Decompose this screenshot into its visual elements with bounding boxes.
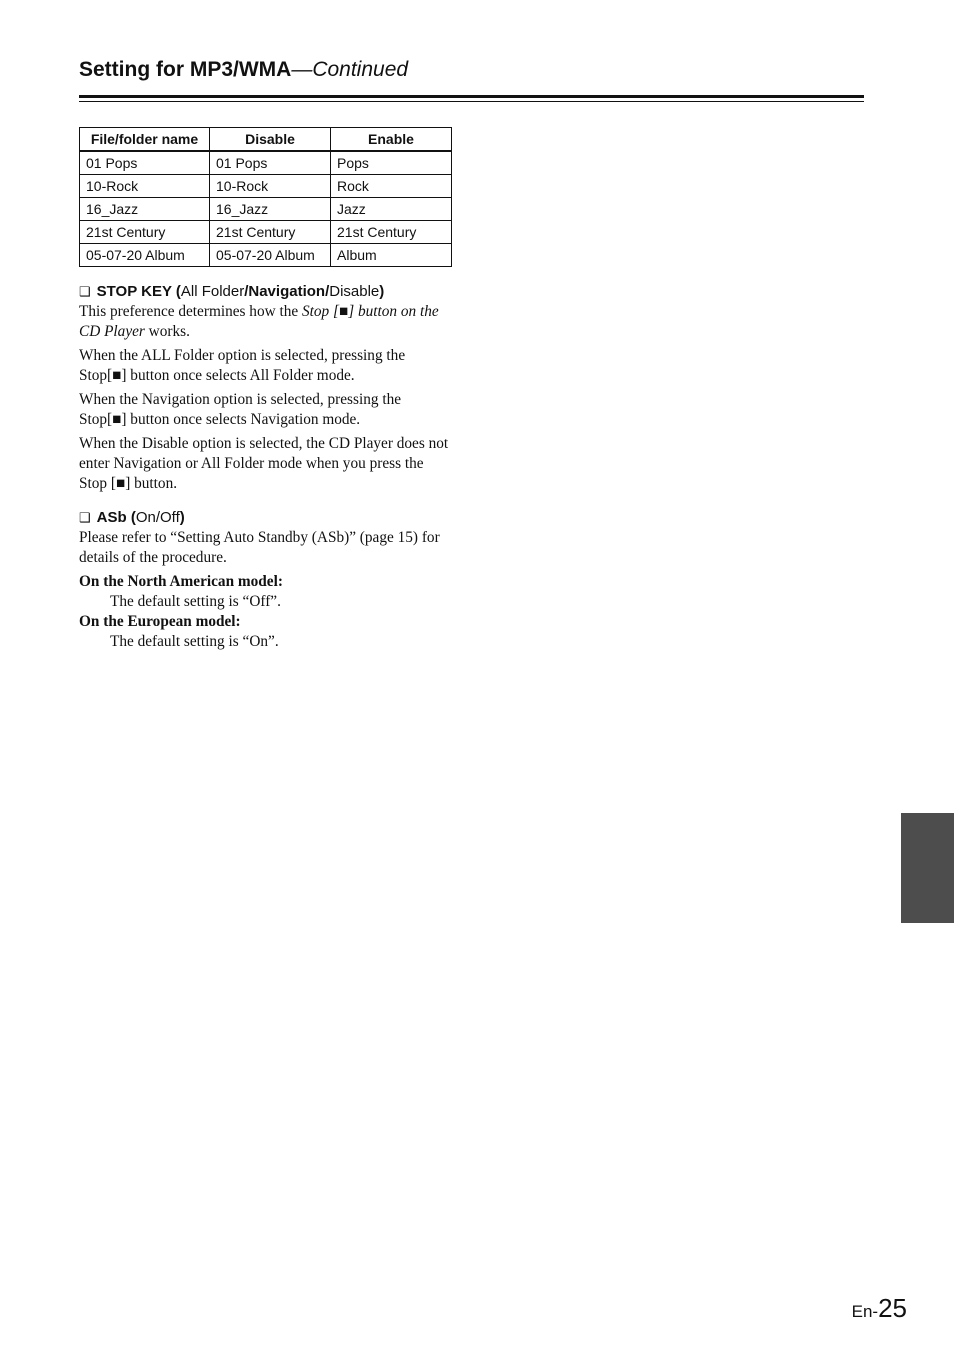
- heading-close: ): [179, 509, 185, 526]
- asb-paragraph: Please refer to “Setting Auto Standby (ASb)” (page 15) for details of the procedure.: [79, 529, 440, 566]
- table-cell: 21st Century: [331, 221, 452, 244]
- table-cell: Jazz: [331, 198, 452, 221]
- page-number: [852, 1293, 907, 1324]
- north-american-label: On the North American model:: [79, 573, 283, 590]
- stop-key-disable-paragraph: When the Disable option is selected, the CD Player does not enter Navigation or All Folder mode when you press the Stop [■] button.: [79, 435, 449, 492]
- page-number-value: 25: [878, 1293, 907, 1323]
- page-number-prefix: En-: [851, 1302, 879, 1321]
- heading-close: ): [379, 283, 385, 300]
- table-row: [80, 198, 452, 221]
- stop-key-navigation-paragraph: When the Navigation option is selected, pressing the Stop[■] button once selects Navigation mode.: [79, 391, 402, 428]
- title-main: Setting for MP3/WMA: [79, 58, 292, 81]
- checkbox-bullet-icon: ❑: [79, 510, 91, 525]
- side-tab: [901, 813, 954, 923]
- table-cell: 21st Century: [80, 221, 210, 244]
- table-cell: 05-07-20 Album: [80, 244, 210, 267]
- table-row: [80, 244, 452, 267]
- table-row: [80, 151, 452, 175]
- column-header: Enable: [331, 128, 452, 152]
- table-cell: Rock: [331, 175, 452, 198]
- intro-end: works.: [144, 323, 190, 340]
- intro-italic: Stop [■] button on the CD Player: [79, 303, 439, 340]
- table-cell: 10-Rock: [80, 175, 210, 198]
- table-cell: Pops: [331, 151, 452, 175]
- intro-text: This preference determines how the: [79, 303, 302, 320]
- table-header-row: [80, 128, 452, 152]
- asb-heading: [79, 508, 451, 528]
- heading-label: ASb (: [96, 509, 136, 526]
- stop-key-heading: [79, 282, 451, 302]
- european-label: On the European model:: [79, 613, 241, 630]
- table-row: [80, 221, 452, 244]
- filename-table: [79, 127, 452, 267]
- table-cell: 05-07-20 Album: [210, 244, 331, 267]
- table-cell: 21st Century: [210, 221, 331, 244]
- page-header: [79, 55, 864, 98]
- option-all-folder: All Folder: [180, 283, 245, 300]
- table-cell: 16_Jazz: [80, 198, 210, 221]
- option-on-off: On/Off: [135, 509, 180, 526]
- heading-label: STOP KEY (: [96, 283, 181, 300]
- table-cell: 01 Pops: [80, 151, 210, 175]
- option-disable: Disable: [329, 283, 380, 300]
- european-value: The default setting is “On”.: [110, 633, 279, 650]
- column-header: File/folder name: [80, 128, 210, 152]
- stop-key-all-folder-paragraph: When the ALL Folder option is selected, pressing the Stop[■] button once selects All Folder mode.: [79, 347, 406, 384]
- table-row: [80, 175, 452, 198]
- table-cell: 01 Pops: [210, 151, 331, 175]
- title-continued: —Continued: [291, 58, 409, 81]
- page-title: [79, 58, 408, 82]
- table-cell: Album: [331, 244, 452, 267]
- checkbox-bullet-icon: ❑: [79, 284, 91, 299]
- north-american-value: The default setting is “Off”.: [110, 593, 281, 610]
- table-cell: 10-Rock: [210, 175, 331, 198]
- option-separator: /Navigation/: [244, 283, 330, 300]
- column-header: Disable: [210, 128, 331, 152]
- table-cell: 16_Jazz: [210, 198, 331, 221]
- stop-key-intro: [79, 302, 451, 342]
- main-content: [79, 280, 451, 652]
